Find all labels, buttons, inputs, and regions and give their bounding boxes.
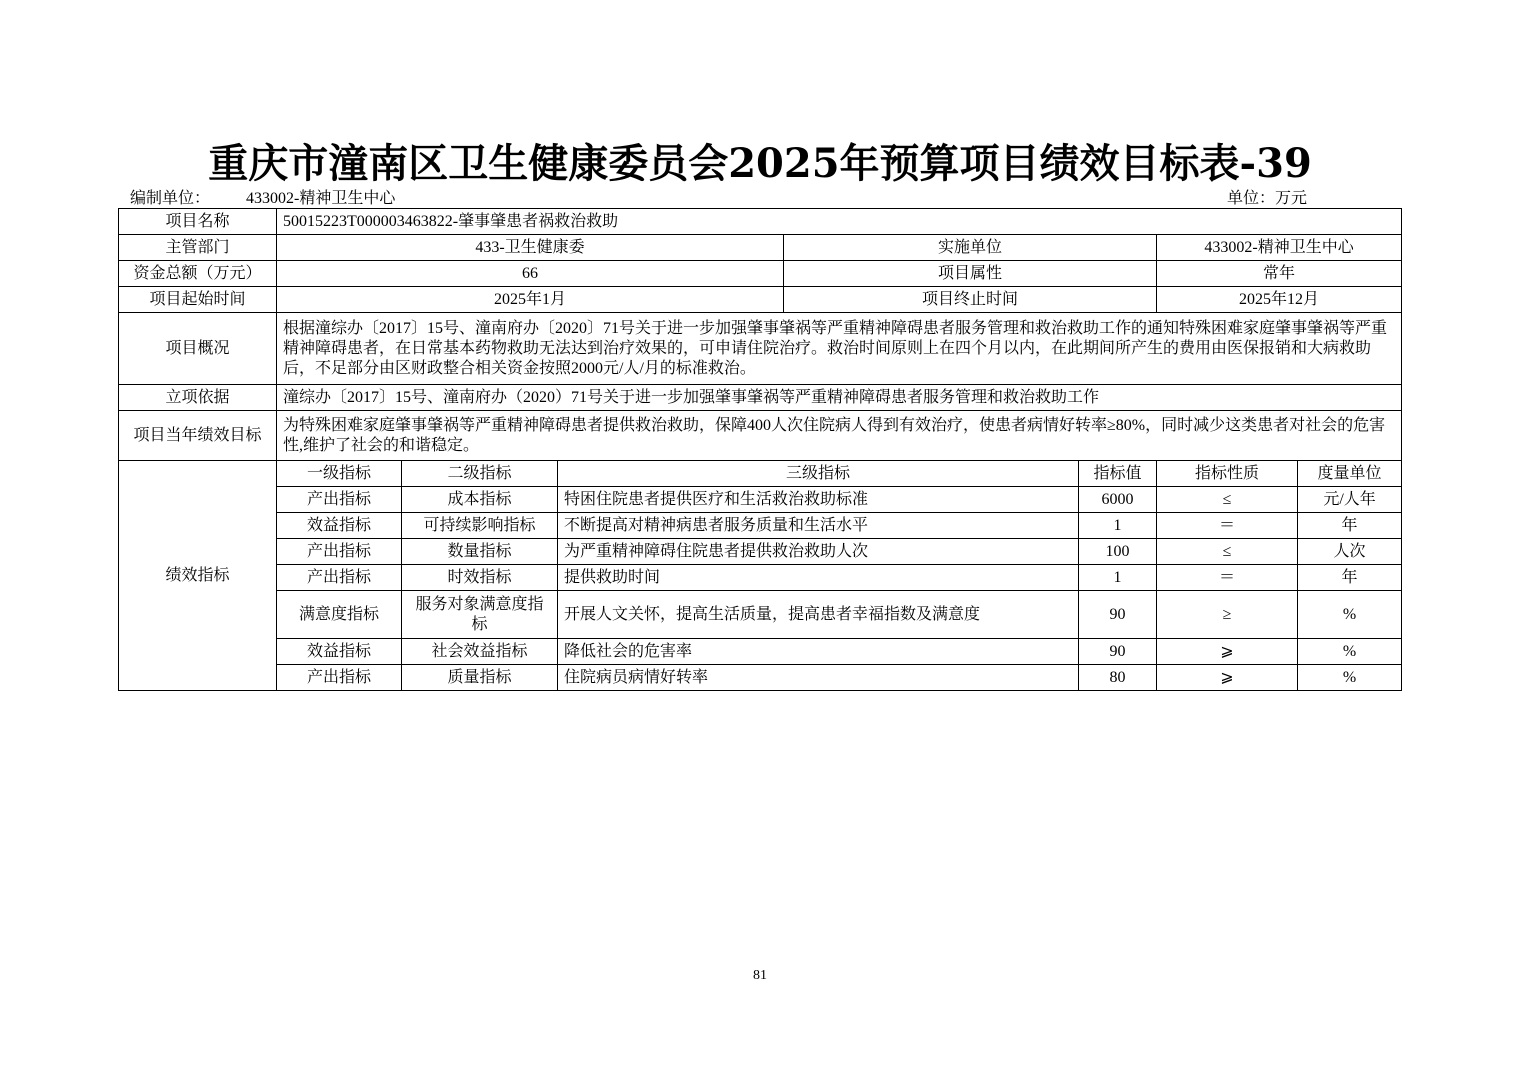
table-row	[119, 513, 1402, 539]
attr-label: 项目属性	[784, 261, 1157, 287]
goal-text: 为特殊困难家庭肇事肇祸等严重精神障碍患者提供救治救助，保障400人次住院病人得到有效治疗，使患者病情好转率≥80%，同时减少这类患者对社会的危害性,维护了社会的和谐稳定。	[277, 411, 1402, 461]
unit-cell: 元/人年	[1298, 487, 1402, 513]
nature-cell: ≤	[1157, 539, 1298, 565]
fund-value: 66	[277, 261, 784, 287]
table-row	[119, 487, 1402, 513]
performance-table	[118, 208, 1402, 691]
nature-cell: ＝	[1157, 565, 1298, 591]
table-row	[119, 639, 1402, 665]
value-cell: 90	[1079, 639, 1157, 665]
row-fund	[119, 261, 1402, 287]
value-cell: 1	[1079, 513, 1157, 539]
header-level1: 一级指标	[277, 461, 402, 487]
row-project-name	[119, 209, 1402, 235]
unit-cell: %	[1298, 639, 1402, 665]
level2-cell: 成本指标	[402, 487, 558, 513]
dept-label: 主管部门	[119, 235, 277, 261]
nature-cell: ⩾	[1157, 639, 1298, 665]
level3-cell: 不断提高对精神病患者服务质量和生活水平	[558, 513, 1079, 539]
row-goal	[119, 411, 1402, 461]
value-cell: 100	[1079, 539, 1157, 565]
header-nature: 指标性质	[1157, 461, 1298, 487]
compiling-unit-value: 433002-精神卫生中心	[246, 190, 396, 207]
basis-label: 立项依据	[119, 385, 277, 411]
nature-cell: ＝	[1157, 513, 1298, 539]
attr-value: 常年	[1157, 261, 1402, 287]
impl-label: 实施单位	[784, 235, 1157, 261]
table-row	[119, 591, 1402, 639]
level1-cell: 产出指标	[277, 665, 402, 691]
value-cell: 80	[1079, 665, 1157, 691]
end-label: 项目终止时间	[784, 287, 1157, 313]
value-cell: 6000	[1079, 487, 1157, 513]
header-unit: 度量单位	[1298, 461, 1402, 487]
header-level3: 三级指标	[558, 461, 1079, 487]
impl-value: 433002-精神卫生中心	[1157, 235, 1402, 261]
row-department	[119, 235, 1402, 261]
level2-cell: 质量指标	[402, 665, 558, 691]
level1-cell: 产出指标	[277, 539, 402, 565]
basis-text: 潼综办〔2017〕15号、潼南府办（2020）71号关于进一步加强肇事肇祸等严重精神障碍患者服务管理和救治救助工作	[277, 385, 1402, 411]
level2-cell: 数量指标	[402, 539, 558, 565]
currency-unit: 单位：万元	[1227, 190, 1308, 207]
page-number: 81	[753, 968, 767, 983]
level3-cell: 为严重精神障碍住院患者提供救治救助人次	[558, 539, 1079, 565]
level1-cell: 效益指标	[277, 639, 402, 665]
goal-label: 项目当年绩效目标	[119, 411, 277, 461]
level3-cell: 降低社会的危害率	[558, 639, 1079, 665]
unit-cell: %	[1298, 591, 1402, 639]
unit-cell: 人次	[1298, 539, 1402, 565]
level3-cell: 住院病员病情好转率	[558, 665, 1079, 691]
row-dates	[119, 287, 1402, 313]
project-name-value: 50015223T000003463822-肇事肇患者祸救治救助	[277, 209, 1402, 235]
indicator-header-row	[119, 461, 1402, 487]
header-value: 指标值	[1079, 461, 1157, 487]
end-value: 2025年12月	[1157, 287, 1402, 313]
level2-cell: 可持续影响指标	[402, 513, 558, 539]
level1-cell: 产出指标	[277, 565, 402, 591]
level2-cell: 时效指标	[402, 565, 558, 591]
nature-cell: ≤	[1157, 487, 1298, 513]
value-cell: 90	[1079, 591, 1157, 639]
row-basis	[119, 385, 1402, 411]
row-overview	[119, 313, 1402, 385]
compiling-unit	[130, 185, 395, 208]
table-row	[119, 565, 1402, 591]
unit-cell: 年	[1298, 513, 1402, 539]
compiling-unit-label: 编制单位：	[130, 190, 211, 207]
dept-value: 433-卫生健康委	[277, 235, 784, 261]
level3-cell: 特困住院患者提供医疗和生活救治救助标准	[558, 487, 1079, 513]
table-row	[119, 539, 1402, 565]
project-name-label: 项目名称	[119, 209, 277, 235]
unit-cell: %	[1298, 665, 1402, 691]
unit-cell: 年	[1298, 565, 1402, 591]
overview-text: 根据潼综办〔2017〕15号、潼南府办〔2020〕71号关于进一步加强肇事肇祸等严重精神障碍患者服务管理和救治救助工作的通知特殊困难家庭肇事肇祸等严重精神障碍患者，在日常基本药物救助无法达到治疗效果的，可申请住院治疗。救治时间原则上在四个月以内，在此期间所产生的费用由医保报销和大病救助后，不足部分由区财政整合相关资金按照2000元/人/月的标准救治。	[277, 313, 1402, 385]
overview-label: 项目概况	[119, 313, 277, 385]
value-cell: 1	[1079, 565, 1157, 591]
level3-cell: 提供救助时间	[558, 565, 1079, 591]
fund-label: 资金总额（万元）	[119, 261, 277, 287]
level2-cell: 社会效益指标	[402, 639, 558, 665]
nature-cell: ≥	[1157, 591, 1298, 639]
start-value: 2025年1月	[277, 287, 784, 313]
table-row	[119, 665, 1402, 691]
start-label: 项目起始时间	[119, 287, 277, 313]
indicators-section-label: 绩效指标	[119, 461, 277, 691]
level3-cell: 开展人文关怀，提高生活质量，提高患者幸福指数及满意度	[558, 591, 1079, 639]
header-level2: 二级指标	[402, 461, 558, 487]
level1-cell: 满意度指标	[277, 591, 402, 639]
level1-cell: 效益指标	[277, 513, 402, 539]
level2-cell: 服务对象满意度指标	[402, 591, 558, 639]
level1-cell: 产出指标	[277, 487, 402, 513]
page-title: 重庆市潼南区卫生健康委员会2025年预算项目绩效目标表-39	[208, 140, 1312, 187]
nature-cell: ⩾	[1157, 665, 1298, 691]
